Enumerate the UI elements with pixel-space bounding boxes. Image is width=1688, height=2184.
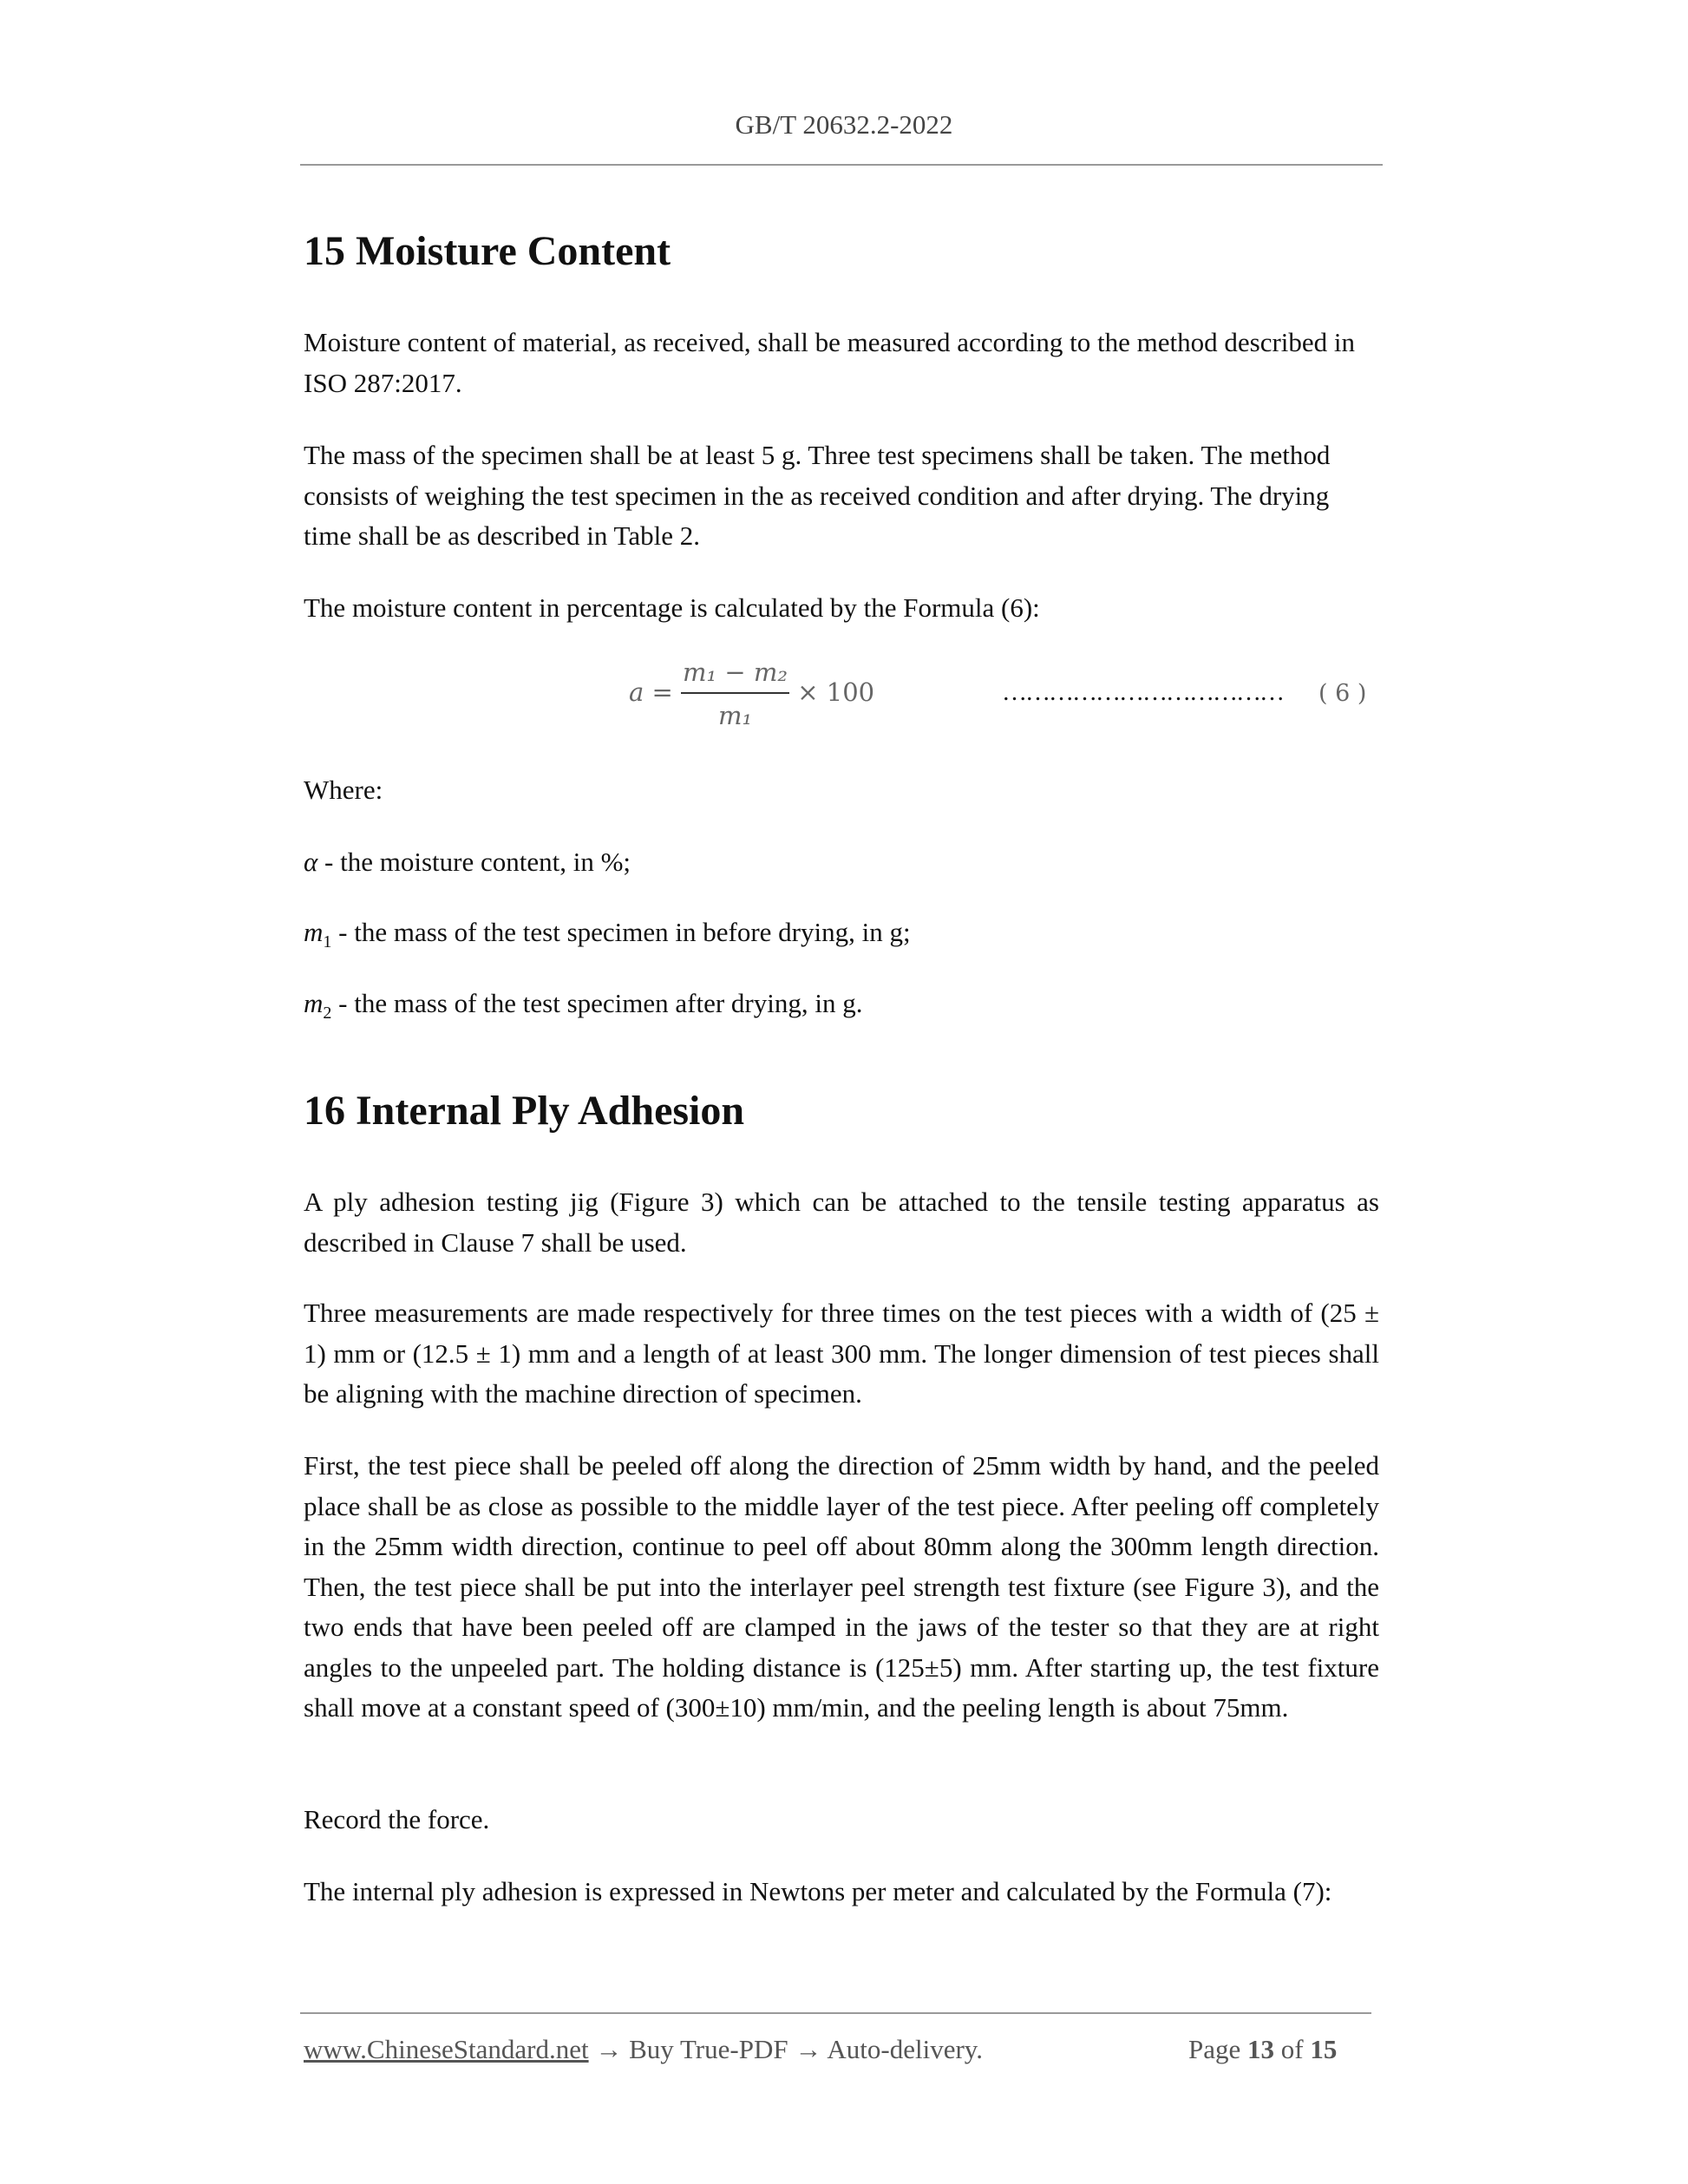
paragraph: The moisture content in percentage is calculated by the Formula (6): bbox=[304, 592, 1040, 623]
of-label: of bbox=[1280, 2034, 1304, 2064]
subscript: 1 bbox=[323, 932, 332, 952]
definition-m2 bbox=[304, 984, 1379, 1034]
section-15-heading: 15 Moisture Content bbox=[304, 228, 671, 274]
header-doc-id: GB/T 20632.2-2022 bbox=[735, 109, 953, 140]
auto-delivery-text: Auto-delivery. bbox=[827, 2034, 984, 2064]
arrow-icon: → bbox=[795, 2034, 822, 2064]
formula-leader: ……………………………… bbox=[1002, 678, 1283, 706]
definition-alpha bbox=[304, 842, 1379, 883]
definition-text: - the moisture content, in %; bbox=[317, 847, 631, 877]
formula-number: ( 6 ) bbox=[1318, 680, 1367, 707]
chinesestandard-link[interactable]: www.ChineseStandard.net bbox=[304, 2034, 589, 2064]
formula-denominator: m₁ bbox=[717, 701, 753, 730]
symbol: α bbox=[304, 847, 318, 877]
buy-text: Buy True-PDF bbox=[629, 2034, 788, 2064]
paragraph: Moisture content of material, as received, shall be measured according to the method described in ISO 287:2017. bbox=[304, 327, 1356, 398]
where-label: Where: bbox=[304, 775, 383, 805]
formula-6 bbox=[629, 657, 874, 730]
paragraph: The internal ply adhesion is expressed in Newtons per meter and calculated by the Formula (7): bbox=[304, 1876, 1332, 1906]
formula-multiplier: × 100 bbox=[797, 677, 875, 707]
page-number bbox=[1188, 2034, 1337, 2065]
paragraph: Three measurements are made respectively for three times on the test pieces with a width of (25 ± 1) mm or (12.5 ± 1) mm and a length of at least 300 mm. The longer dimension of test pieces shall be aligning with the machine direction of specimen. bbox=[304, 1298, 1379, 1409]
section-16-heading: 16 Internal Ply Adhesion bbox=[304, 1088, 745, 1134]
arrow-icon: → bbox=[595, 2034, 623, 2064]
current-page: 13 bbox=[1247, 2034, 1275, 2064]
header-rule bbox=[300, 164, 1383, 166]
formula-numerator: m₁ − m₂ bbox=[681, 657, 789, 694]
footer-rule bbox=[300, 2012, 1371, 2014]
footer-promo bbox=[304, 2034, 983, 2065]
paragraph: First, the test piece shall be peeled off along the direction of 25mm width by hand, and the peeled place shall be as close as possible to the middle layer of the test piece. After peeling off completely in the 25mm width direction, continue to peel off about 80mm along the 300mm length direction. Then, the test piece shall be put into the interlayer peel strength test fixture (see Figure 3), and the two ends that have been peeled off are clamped in the jaws of the tester so that they are at right angles to the unpeeled part. The holding distance is (125±5) mm. After starting up, the test fixture shall move at a constant speed of (300±10) mm/min, and the peeling length is about 75mm. bbox=[304, 1450, 1379, 1723]
paragraph: A ply adhesion testing jig (Figure 3) which can be attached to the tensile testing apparatus as described in Clause 7 shall be used. bbox=[304, 1187, 1379, 1258]
subscript: 2 bbox=[323, 1004, 332, 1023]
total-pages: 15 bbox=[1310, 2034, 1338, 2064]
definition-m1 bbox=[304, 912, 1379, 963]
page-label: Page bbox=[1188, 2034, 1241, 2064]
formula-lhs: a = bbox=[629, 677, 673, 707]
definition-text: - the mass of the test specimen after drying, in g. bbox=[331, 988, 863, 1018]
paragraph: The mass of the specimen shall be at least 5 g. Three test specimens shall be taken. The method consists of weighing the test specimen in the as received condition and after drying. The drying time shall be as described in Table 2. bbox=[304, 440, 1331, 551]
definition-text: - the mass of the test specimen in before drying, in g; bbox=[331, 917, 911, 947]
formula-fraction bbox=[681, 657, 789, 730]
paragraph: Record the force. bbox=[304, 1804, 490, 1834]
symbol: m bbox=[304, 988, 324, 1018]
symbol: m bbox=[304, 917, 324, 947]
